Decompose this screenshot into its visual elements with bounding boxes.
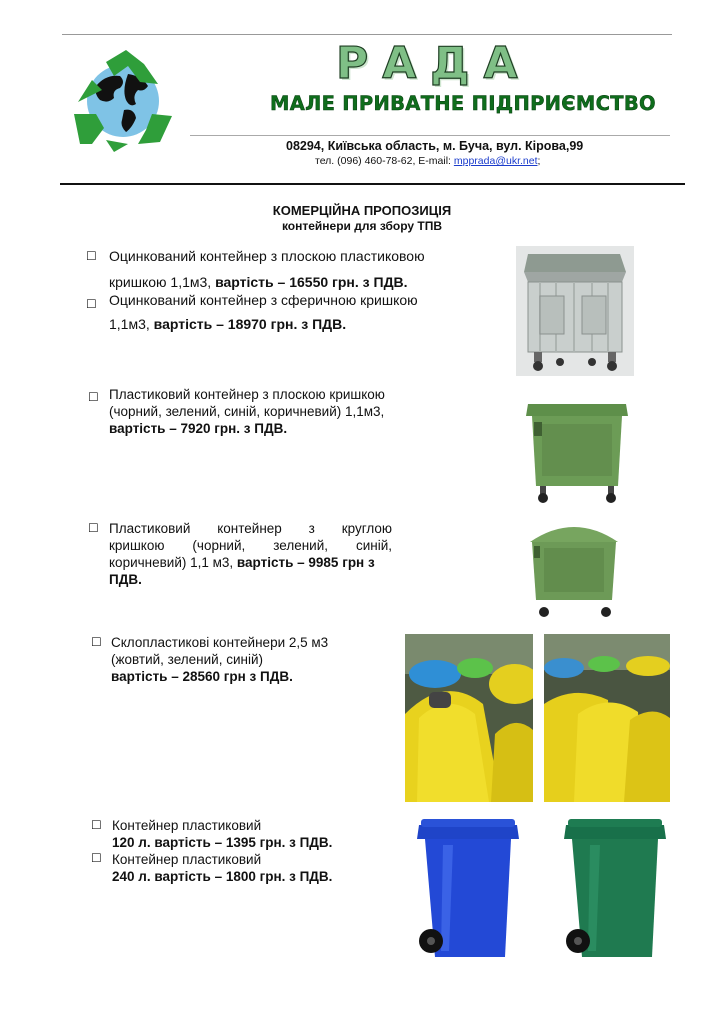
list-item: Пластиковий контейнер з плоскою кришкою (чорний, зелений, синій, коричневий) 1,1м3, вартість – 7920 грн. з ПДВ.	[109, 387, 385, 436]
checkbox-icon: ☐	[91, 818, 102, 832]
company-subtitle: МАЛЕ ПРИВАТНЕ ПІДПРИЄМСТВО	[270, 92, 656, 115]
checkbox-icon: ☐	[91, 851, 102, 865]
list-item: Оцинкований контейнер з плоскою пластиковою кришкою 1,1м3, вартість – 16550 грн. з ПДВ.	[109, 248, 425, 290]
list-item: Пластиковий контейнер з круглою кришкою (чорний, зелений, синій, коричневий) 1,1 м3, вартість – 9985 грн з ПДВ.	[109, 521, 392, 587]
company-address: 08294, Київська область, м. Буча, вул. Кірова,99	[286, 139, 584, 153]
list-item: Оцинкований контейнер з сферичною кришкою 1,1м3, вартість – 18970 грн. з ПДВ.	[109, 292, 418, 332]
offer-subtitle: контейнери для збору ТПВ	[281, 219, 443, 233]
address-rule	[190, 135, 670, 136]
checkbox-icon: ☐	[91, 635, 102, 649]
company-brand-name: РАДА	[336, 38, 532, 89]
blue-wheelie-bin-photo	[413, 817, 523, 967]
recycling-globe-logo	[66, 44, 180, 156]
list-item: Склопластикові контейнери 2,5 м3 (жовтий, зелений, синій) вартість – 28560 грн з ПДВ.	[111, 635, 329, 684]
checkbox-icon: ☐	[88, 521, 99, 535]
list-item: Контейнер пластиковий 120 л. вартість – 1395 грн. з ПДВ.	[112, 818, 333, 850]
top-rule	[62, 34, 672, 35]
fiberglass-container-photo-left	[405, 634, 533, 802]
plastic-flat-lid-container-photo	[524, 398, 630, 508]
list-item: Контейнер пластиковий 240 л. вартість – 1800 грн. з ПДВ.	[112, 852, 333, 884]
checkbox-icon: ☐	[86, 297, 97, 311]
offer-title: КОМЕРЦІЙНА ПРОПОЗИЦІЯ	[272, 203, 452, 218]
company-contact: тел. (096) 460-78-62, E-mail: mpprada@ukr.net;	[315, 155, 541, 167]
checkbox-icon: ☐	[88, 390, 99, 404]
green-wheelie-bin-photo	[560, 817, 670, 967]
email-link[interactable]: mpprada@ukr.net	[453, 155, 538, 167]
checkbox-icon: ☐	[86, 249, 97, 263]
fiberglass-container-photo-right	[544, 634, 670, 802]
plastic-round-lid-container-photo	[526, 520, 622, 622]
header-divider	[60, 183, 685, 185]
galvanized-container-photo	[516, 246, 634, 376]
